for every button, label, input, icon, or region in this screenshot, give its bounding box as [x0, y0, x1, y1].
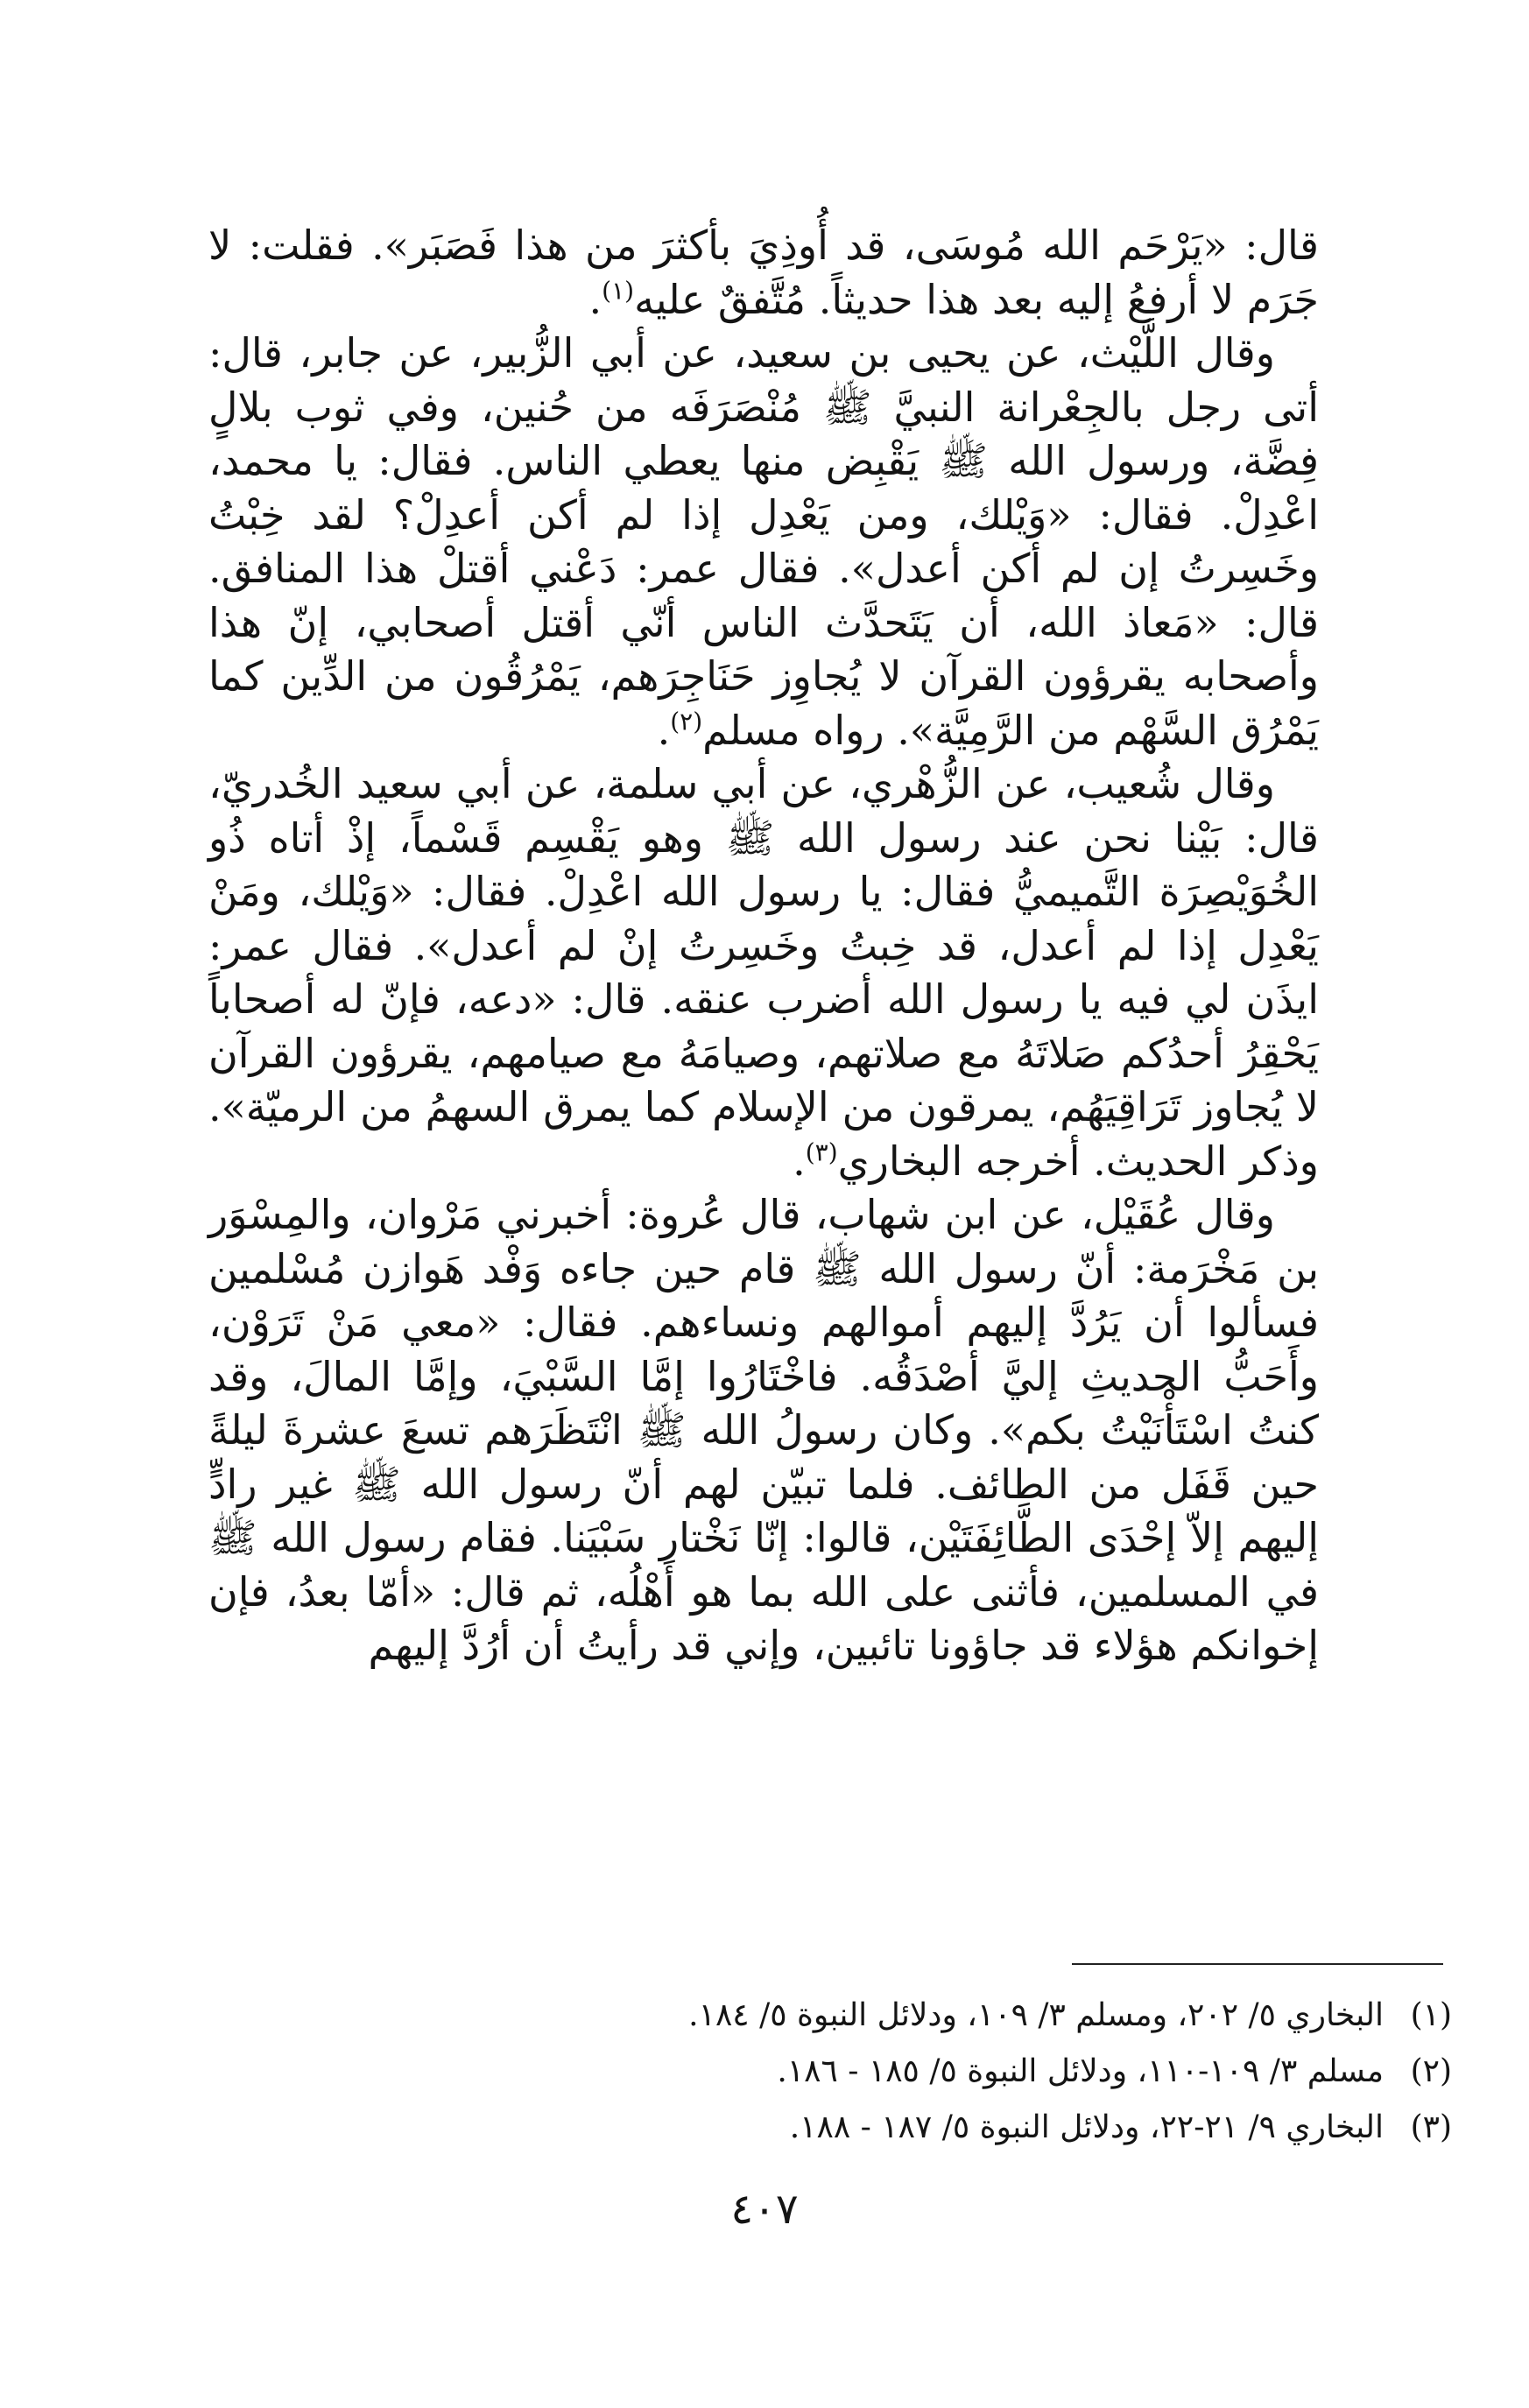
paragraph-tail: .	[793, 1137, 806, 1185]
footnote-text: البخاري ٩/ ٢١-٢٢، ودلائل النبوة ٥/ ١٨٧ - ١٨٨.	[789, 2109, 1384, 2145]
paragraph-2	[208, 327, 1319, 757]
footnote-number: (١)	[1410, 1997, 1452, 2033]
footnote-2	[208, 2044, 1452, 2100]
footnotes	[208, 1988, 1452, 2156]
page-number: ٤٠٧	[730, 2185, 799, 2234]
paragraph-tail: .	[657, 706, 671, 754]
footnote-1	[208, 1988, 1452, 2044]
footnote-number: (٢)	[1410, 2053, 1452, 2089]
footnote-number: (٣)	[1410, 2109, 1452, 2145]
paragraph-text: وقال اللَّيْث، عن يحيى بن سعيد، عن أبي الزُّبير، عن جابر، قال: أتى رجل بالجِعْرانة النبيَّ ﷺ مُنْصَرَفَه من حُنين، وفي ثوب بلالٍ فِضَّة، ورسول الله ﷺ يَقْبِض منها يعطي الناس. فقال: يا محمد، اعْدِلْ. فقال: «وَيْلك، ومن يَعْدِل إذا لم أكن أعدِلْ؟ لقد خِبْتُ وخَسِرتُ إن لم أكن أعدل». فقال عمر: دَعْني أقتلْ هذا المنافق. قال: «مَعاذ الله، أن يَتَحدَّث الناس أنّي أقتل أصحابي، إنّ هذا وأصحابه يقرؤون القرآن لا يُجاوِز حَنَاجِرَهم، يَمْرُقُون من الدِّين كما يَمْرُق السَّهْم من الرَّمِيَّة». رواه مسلم	[208, 329, 1319, 754]
paragraph-4	[208, 1188, 1319, 1673]
footnote-3	[208, 2100, 1452, 2156]
paragraph-tail: .	[588, 275, 602, 323]
paragraph-text: وقال عُقَيْل، عن ابن شهاب، قال عُروة: أخبرني مَرْوان، والمِسْوَر بن مَخْرَمة: أنّ رسول الله ﷺ قام حين جاءه وَفْد هَوازن مُسْلمين فسألوا أن يَرُدَّ إليهم أموالهم ونساءهم. فقال: «معي مَنْ تَرَوْن، وأَحَبُّ الحديثِ إليَّ أصْدَقُه. فاخْتَارُوا إمَّا السَّبْيَ، وإمَّا المالَ، وقد كنتُ اسْتَأْنَيْتُ بكم». وكان رسولُ الله ﷺ انْتَظَرَهم تسعَ عشرةَ ليلةً حين قَفَل من الطائف. فلما تبيّن لهم أنّ رسول الله ﷺ غير رادٍّ إليهم إلاّ إحْدَى الطَّائِفَتَيْن، قالوا: إنّا نَخْتار سَبْيَنا. فقام رسول الله ﷺ في المسلمين، فأثنى على الله بما هو أَهْلُه، ثم قال: «أمّا بعدُ، فإن إخوانكم هؤلاء قد جاؤونا تائبين، وإني قد رأيتُ أن أرُدَّ إليهم	[208, 1191, 1319, 1669]
footnote-reference: (١)	[602, 276, 635, 306]
footnote-divider	[1072, 1963, 1443, 1965]
footnote-reference: (٣)	[805, 1137, 838, 1167]
footnote-text: البخاري ٥/ ٢٠٢، ومسلم ٣/ ١٠٩، ودلائل النبوة ٥/ ١٨٤.	[688, 1997, 1384, 2033]
paragraph-text: وقال شُعيب، عن الزُّهْري، عن أبي سلمة، عن أبي سعيد الخُدريّ، قال: بَيْنا نحن عند رسول الله ﷺ وهو يَقْسِم قَسْماً، إذْ أتاه ذُو الخُوَيْصِرَة التَّميميُّ فقال: يا رسول الله اعْدِلْ. فقال: «وَيْلك، ومَنْ يَعْدِل إذا لم أعدل، قد خِبتُ وخَسِرتُ إنْ لم أعدل». فقال عمر: ايذَن لي فيه يا رسول الله أضرب عنقه. قال: «دعه، فإنّ له أصحاباً يَحْقِرُ أحدُكم صَلاتَهُ مع صلاتهم، وصيامَهُ مع صيامهم، يقرؤون القرآن لا يُجاوز تَرَاقِيَهُم، يمرقون من الإسلام كما يمرق السهمُ من الرميّة». وذكر الحديث. أخرجه البخاري	[208, 760, 1319, 1185]
footnote-text: مسلم ٣/ ١٠٩-١١٠، ودلائل النبوة ٥/ ١٨٥ - ١٨٦.	[777, 2053, 1384, 2089]
paragraph-3	[208, 757, 1319, 1188]
paragraph-1	[208, 219, 1319, 327]
main-text	[208, 219, 1319, 1673]
footnote-reference: (٢)	[670, 707, 703, 736]
paragraph-text: قال: «يَرْحَم الله مُوسَى، قد أُوذِيَ بأكثرَ من هذا فَصَبَر». فقلت: لا جَرَم لا أرفعُ إليه بعد هذا حديثاً. مُتَّفقٌ عليه	[208, 222, 1319, 323]
